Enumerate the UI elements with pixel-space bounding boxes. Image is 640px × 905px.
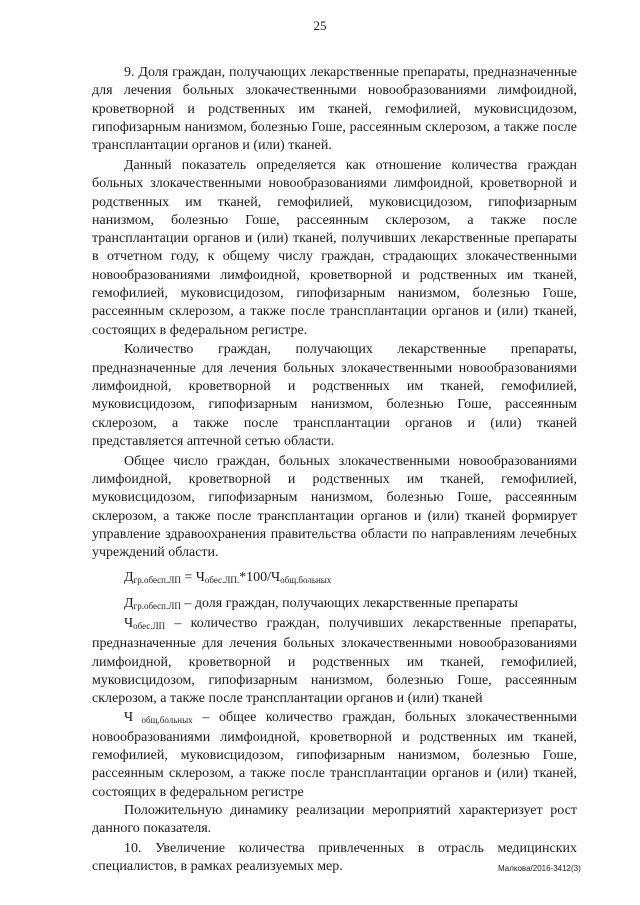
definition-received-text: – количество граждан, получивших лекарственные препараты, предназначенные для лечения больных злокачественными новообразованиями лимфоидной, кроветворной и родственных им тканей, гемофилией, муковисцидозом, гипофизарным нанизмом, болезнью Гоше, рассеянным склерозом, а также после трансплантации органов и (или) тканей: [92, 616, 577, 707]
definition-share-subscript: гр.обесп.ЛП: [133, 600, 181, 611]
formula-numerator: Ч: [195, 569, 205, 585]
formula-numerator-subscript: обес.ЛП.: [204, 574, 240, 585]
formula-denominator: Ч: [271, 569, 281, 585]
definition-share: [92, 595, 577, 615]
definition-received-symbol: Ч: [124, 616, 134, 632]
formula-lhs: Д: [124, 569, 134, 585]
item-9-paragraph-definition: Данный показатель определяется как отношение количества граждан больных злокачественными новообразованиями лимфоидной, кроветворной и родственных им тканей, гемофилией, муковисцидозом, гипофизарным нанизмом, болезнью Гоше, рассеянным склерозом, а также после трансплантации органов и (или) тканей, получивших лекарственные препараты в отчетном году, к общему числу граждан, страдающих злокачественными новообразованиями лимфоидной, кроветворной и родственных им тканей, гемофилией, муковисцидозом, гипофизарным нанизмом, болезнью Гоше, рассеянным склерозом, а также после трансплантации органов и (или) тканей, состоящих в федеральном регистре.: [92, 157, 577, 338]
definition-total-symbol: Ч: [124, 709, 134, 725]
formula: [124, 569, 577, 589]
definition-total-subscript: общ.больных: [133, 714, 193, 725]
item-9-heading: 9. Доля граждан, получающих лекарственные препараты, предназначенные для лечения больных злокачественными новообразованиями лимфоидной, кроветворной и родственных им тканей, гемофилией, муковисцидозом, гипофизарным нанизмом, болезнью Гоше, рассеянным склерозом, а также после трансплантации органов и (или) тканей.: [92, 65, 577, 154]
formula-denominator-subscript: общ.больных: [280, 574, 332, 585]
item-9-paragraph-source-pharmacy: Количество граждан, получающих лекарственные препараты, предназначенные для лечения больных злокачественными новообразованиями лимфоидной, кроветворной и родственных им тканей, гемофилией, муковисцидозом, гипофизарным нанизмом, болезнью Гоше, рассеянным склерозом, а также после трансплантации органов и (или) тканей представляется аптечной сетью области.: [92, 342, 577, 449]
definition-received-subscript: обес.ЛП: [133, 621, 166, 632]
item-10-heading: 10. Увеличение количества привлеченных в отрасль медицинских специалистов, в рамках реализуемых мер.: [92, 841, 577, 875]
document-body: [92, 64, 577, 877]
formula-equals: =: [180, 569, 196, 585]
formula-multiplier: *100/: [239, 569, 272, 585]
definition-total-text: – общее количество граждан, больных злокачественными новообразованиями лимфоидной, кроветворной и родственных им тканей, гемофилией, муковисцидозом, гипофизарным нанизмом, болезнью Гоше, рассеянным склерозом, а также после трансплантации органов и (или) тканей, состоящих в федеральном регистре: [92, 709, 578, 800]
formula-lhs-subscript: гр.обесп.ЛП: [133, 574, 181, 585]
definition-share-symbol: Д: [124, 595, 134, 611]
item-9-paragraph-dynamics: Положительную динамику реализации мероприятий характеризует рост данного показателя.: [92, 803, 577, 837]
definition-received: [92, 615, 577, 708]
item-9-paragraph-source-registry: Общее число граждан, больных злокачественными новообразованиями лимфоидной, кроветворной и родственных им тканей, гемофилией, муковисцидозом, гипофизарным нанизмом, болезнью Гоше, рассеянным склерозом, а также после трансплантации органов и (или) тканей формирует управление здравоохранения правительства области по направлениям лечебных учреждений области.: [92, 453, 577, 561]
document-footer-code: Малкова/2016-3412(3): [498, 864, 581, 873]
definition-share-text: – доля граждан, получающих лекарственные препараты: [180, 595, 518, 611]
page-number: 25: [313, 18, 327, 33]
definition-total: [92, 709, 577, 802]
